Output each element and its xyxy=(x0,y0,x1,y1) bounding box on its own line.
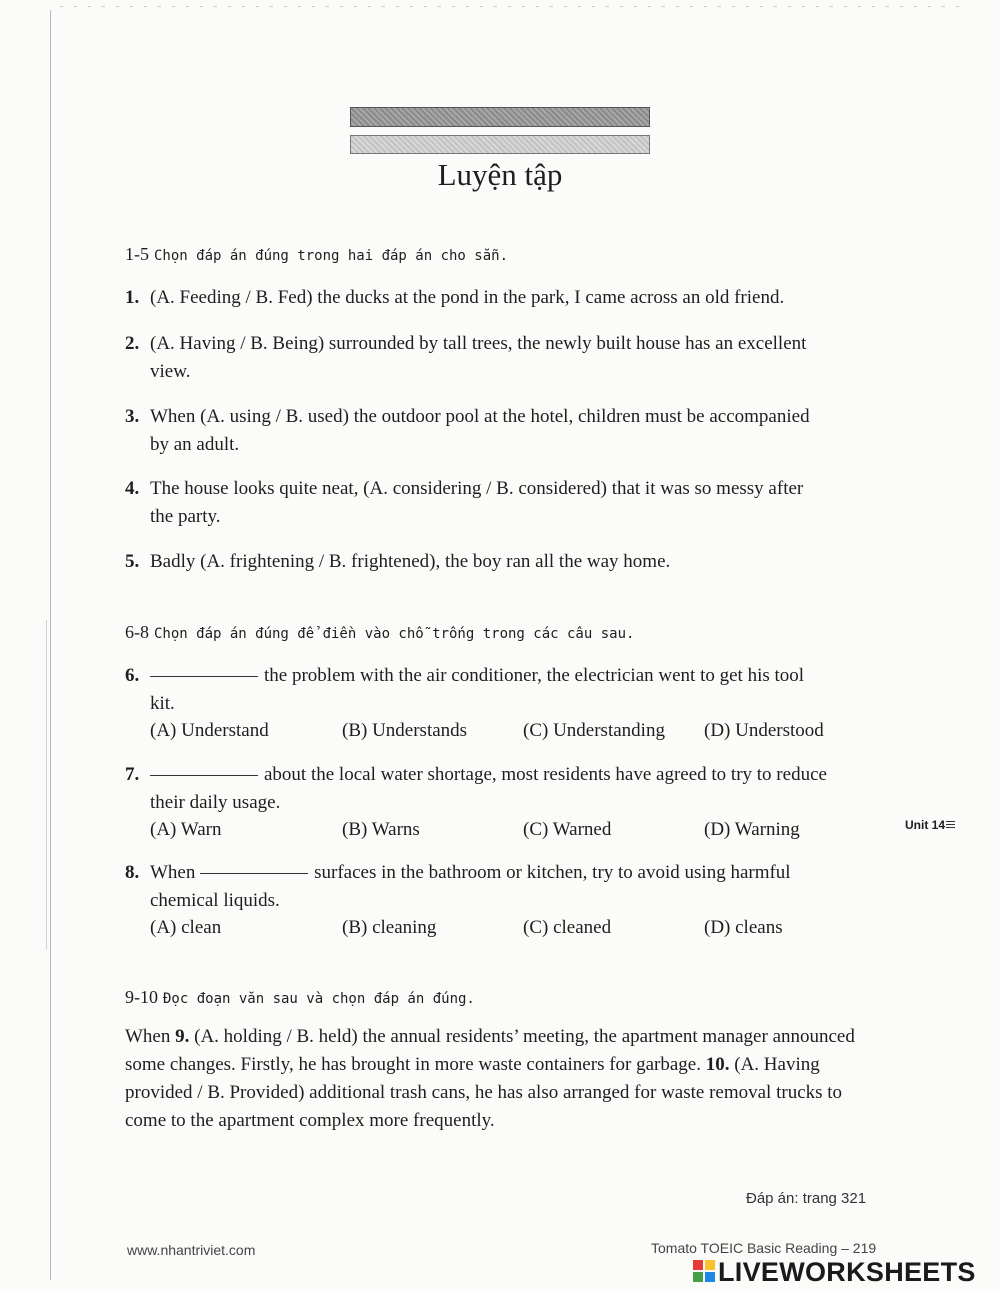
section-2-instruction xyxy=(125,622,634,643)
logo-grid-icon xyxy=(693,1260,715,1282)
section-range: 1-5 xyxy=(125,244,149,264)
footer-book-page: Tomato TOEIC Basic Reading – 219 xyxy=(651,1240,877,1256)
unit-lines-icon xyxy=(946,821,955,830)
question-text: The house looks quite neat, (A. considering / B. considered) that it was so messy after xyxy=(150,478,804,499)
logo-square xyxy=(693,1260,703,1270)
reading-passage xyxy=(125,1023,885,1135)
answer-blank[interactable] xyxy=(150,775,258,776)
question-text-cont: the party. xyxy=(150,506,221,527)
passage-text: When xyxy=(125,1026,171,1047)
question-text-cont: their daily usage. xyxy=(150,792,281,813)
option-c[interactable]: (C) Understanding xyxy=(523,720,665,741)
logo-square xyxy=(705,1260,715,1270)
question-text: about the local water shortage, most residents have agreed to try to reduce xyxy=(264,764,827,785)
option-d[interactable]: (D) Warning xyxy=(704,819,800,840)
section-text: Chọn đáp án đúng để điền vào chỗ trống trong các câu sau. xyxy=(154,626,635,642)
unit-text: Unit 14 xyxy=(905,818,946,832)
section-text: Đọc đoạn văn sau và chọn đáp án đúng. xyxy=(163,991,475,1007)
passage-text: (A. Having provided / B. Provided) additional trash cans, he has also arranged for waste removal trucks to come to the apartment complex more frequently. xyxy=(125,1054,843,1131)
question-text: surfaces in the bathroom or kitchen, try to avoid using harmful xyxy=(314,862,791,883)
question-4 xyxy=(125,475,885,531)
question-number: 3. xyxy=(125,406,140,427)
logo-wordmark: LIVEWORKSHEETS xyxy=(718,1257,976,1287)
question-number: 2. xyxy=(125,333,140,354)
section-range: 6-8 xyxy=(125,622,149,642)
option-a[interactable]: (A) Warn xyxy=(150,819,222,840)
question-number: 7. xyxy=(125,764,140,785)
answer-blank[interactable] xyxy=(150,676,258,677)
question-6-options xyxy=(150,720,870,748)
question-text: (A. Feeding / B. Fed) the ducks at the pond in the park, I came across an old friend. xyxy=(150,287,785,308)
question-text: Badly (A. frightening / B. frightened), the boy ran all the way home. xyxy=(150,551,671,572)
question-3 xyxy=(125,403,885,459)
option-b[interactable]: (B) Warns xyxy=(342,819,420,840)
question-6 xyxy=(125,662,885,718)
passage-text: (A. holding / B. held) the annual residents’ meeting, the apartment manager announced some changes. Firstly, he has brought in more waste containers for garbage. xyxy=(125,1026,855,1075)
question-number: 8. xyxy=(125,862,140,883)
scan-margin-line xyxy=(50,10,51,1280)
question-text-before: When xyxy=(150,862,196,883)
option-b[interactable]: (B) Understands xyxy=(342,720,468,741)
question-7 xyxy=(125,761,885,817)
question-number: 1. xyxy=(125,287,140,308)
option-a[interactable]: (A) Understand xyxy=(150,720,269,741)
scan-margin-line-faint xyxy=(46,620,47,950)
header-bar-light xyxy=(350,135,650,154)
option-a[interactable]: (A) clean xyxy=(150,917,222,938)
option-c[interactable]: (C) cleaned xyxy=(523,917,612,938)
option-c[interactable]: (C) Warned xyxy=(523,819,612,840)
question-number: 5. xyxy=(125,551,140,572)
question-text-cont: view. xyxy=(150,361,191,382)
section-text: Chọn đáp án đúng trong hai đáp án cho sẵn. xyxy=(154,248,509,264)
question-8-options xyxy=(150,917,870,945)
question-1 xyxy=(125,284,885,312)
question-number: 4. xyxy=(125,478,140,499)
header-bar-dark xyxy=(350,107,650,127)
page-title: Luyện tập xyxy=(437,157,563,192)
logo-square xyxy=(693,1272,703,1282)
option-b[interactable]: (B) cleaning xyxy=(342,917,437,938)
scan-top-dots xyxy=(60,6,960,7)
section-1-instruction xyxy=(125,244,508,265)
question-2 xyxy=(125,330,885,386)
question-number-9: 9. xyxy=(175,1026,190,1047)
question-text-cont: by an adult. xyxy=(150,434,240,455)
question-number-10: 10. xyxy=(705,1054,730,1075)
question-text: When (A. using / B. used) the outdoor pool at the hotel, children must be accompanied xyxy=(150,406,810,427)
section-3-instruction xyxy=(125,987,475,1008)
question-8 xyxy=(125,859,885,915)
question-text-cont: kit. xyxy=(150,693,175,714)
option-d[interactable]: (D) cleans xyxy=(704,917,783,938)
question-text: (A. Having / B. Being) surrounded by tall trees, the newly built house has an excellent xyxy=(150,333,807,354)
question-text: the problem with the air conditioner, the electrician went to get his tool xyxy=(264,665,805,686)
question-text-cont: chemical liquids. xyxy=(150,890,280,911)
answer-reference: Đáp án: trang 321 xyxy=(746,1190,867,1207)
option-d[interactable]: (D) Understood xyxy=(704,720,824,741)
unit-side-label xyxy=(905,818,955,832)
answer-blank[interactable] xyxy=(200,873,308,874)
section-range: 9-10 xyxy=(125,987,158,1007)
logo-square xyxy=(705,1272,715,1282)
question-number: 6. xyxy=(125,665,140,686)
question-7-options xyxy=(150,819,870,847)
footer-website: www.nhantriviet.com xyxy=(127,1242,256,1258)
question-5 xyxy=(125,548,885,576)
